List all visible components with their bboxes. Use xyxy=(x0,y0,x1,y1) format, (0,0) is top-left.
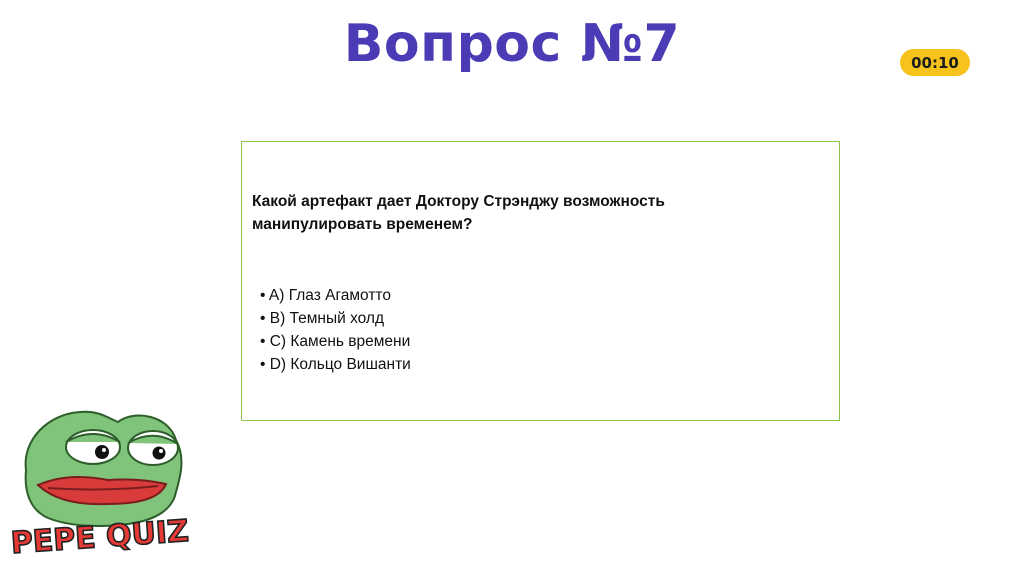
pepe-frog-icon xyxy=(26,412,182,526)
timer-badge: 00:10 xyxy=(900,49,970,76)
option-a[interactable]: • A) Глаз Агамотто xyxy=(260,284,411,307)
option-c[interactable]: • C) Камень времени xyxy=(260,330,411,353)
logo-text: PEPE QUIZ xyxy=(9,513,190,562)
page-title: Вопрос №7 xyxy=(343,14,681,74)
option-d[interactable]: • D) Кольцо Вишанти xyxy=(260,353,411,376)
question-card xyxy=(241,141,840,421)
pepe-quiz-logo xyxy=(8,400,193,565)
answer-options xyxy=(260,284,411,376)
option-b[interactable]: • B) Темный холд xyxy=(260,307,411,330)
question-text: Какой артефакт дает Доктору Стрэнджу возможность манипулировать временем? xyxy=(252,193,665,233)
